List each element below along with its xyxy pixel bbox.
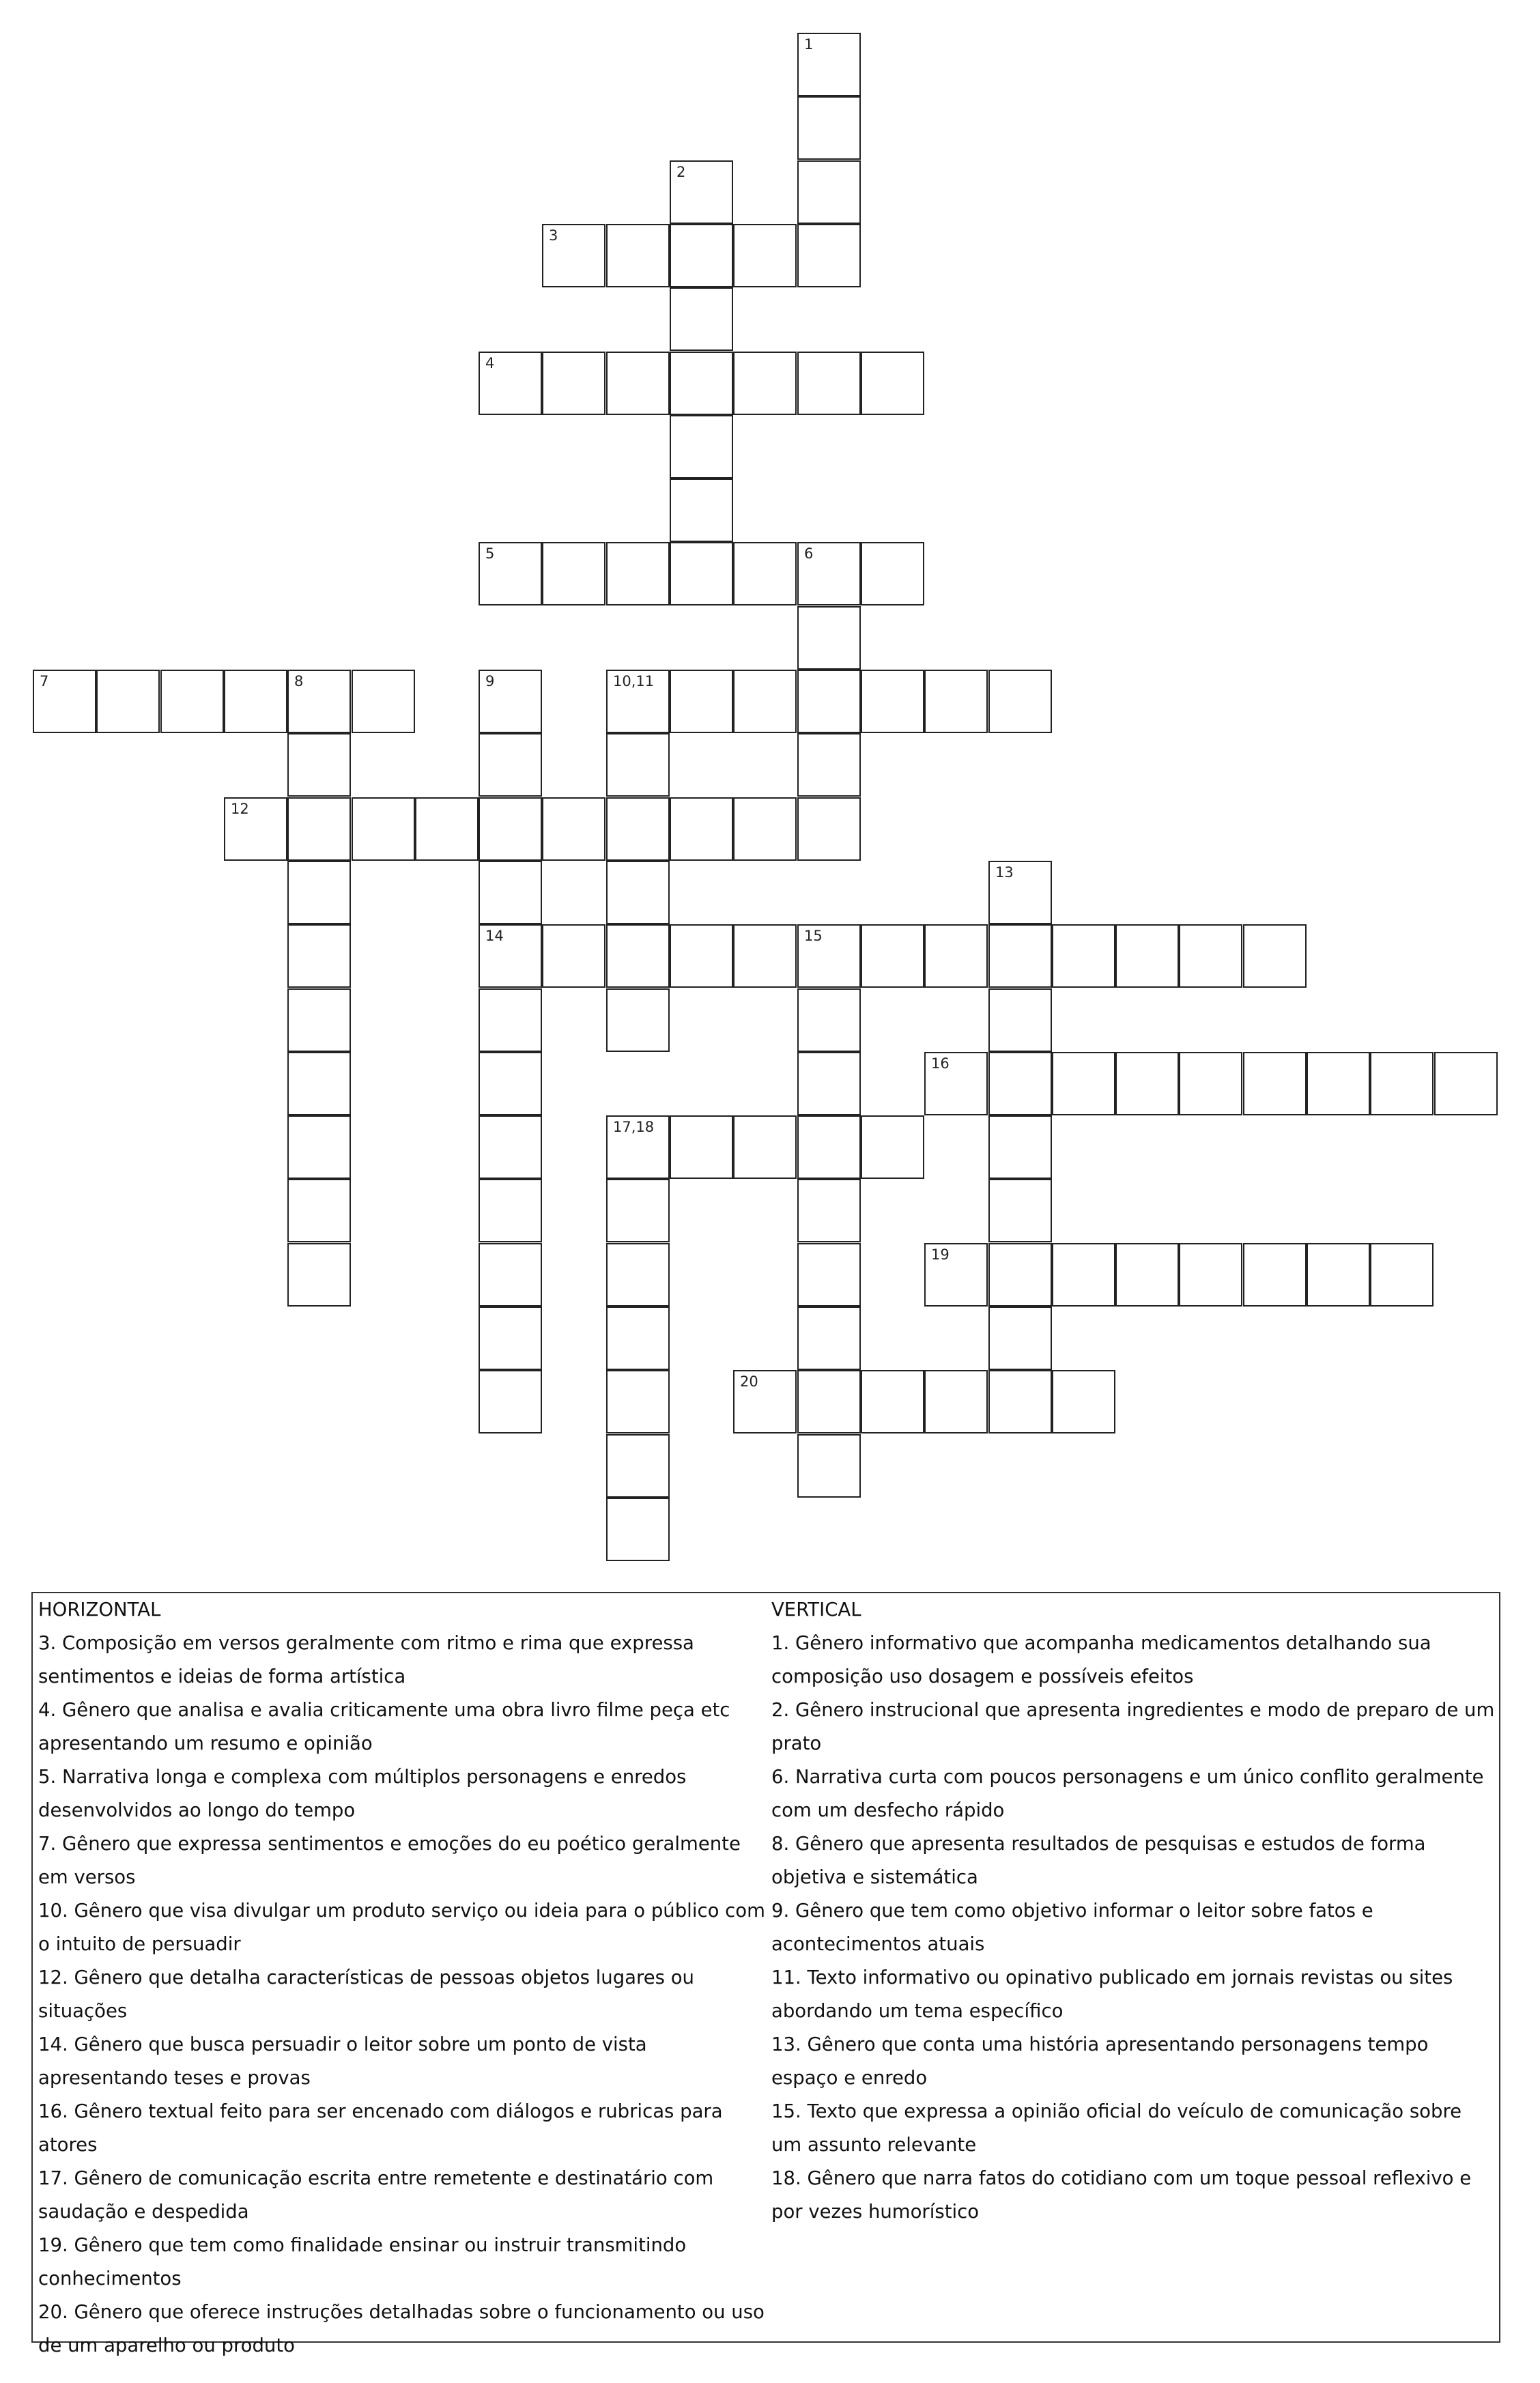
- grid-cell[interactable]: [606, 924, 670, 988]
- grid-cell[interactable]: [1179, 1052, 1242, 1115]
- grid-cell[interactable]: [1052, 924, 1115, 988]
- horizontal-title: HORIZONTAL: [38, 1599, 161, 1621]
- grid-cell-numbered[interactable]: [733, 1370, 797, 1433]
- clue-number: 8: [294, 673, 304, 689]
- clue-number: 5: [485, 545, 495, 562]
- grid-cell[interactable]: [479, 797, 542, 861]
- grid-cell[interactable]: [797, 670, 861, 733]
- grid-cell[interactable]: [542, 924, 605, 988]
- grid-cell[interactable]: [861, 670, 924, 733]
- grid-cell[interactable]: [606, 542, 670, 605]
- clue-number: 4: [485, 355, 495, 371]
- clue-h-4: 4. Gênero que analisa e avalia criticamente uma obra livro filme peça etc apresentando um resumo e opinião: [38, 1699, 730, 1754]
- clue-number: 9: [485, 673, 495, 689]
- grid-cell[interactable]: [988, 1115, 1052, 1179]
- grid-cell[interactable]: [160, 670, 224, 733]
- grid-cell[interactable]: [287, 1243, 351, 1307]
- grid-cell-numbered[interactable]: [924, 1052, 988, 1115]
- grid-cell-numbered[interactable]: [479, 542, 542, 605]
- grid-cell[interactable]: [287, 924, 351, 988]
- clue-h-16: 16. Gênero textual feito para ser encenado com diálogos e rubricas para atores: [38, 2100, 723, 2156]
- grid-cell[interactable]: [733, 1115, 797, 1179]
- grid-cell[interactable]: [1115, 1052, 1179, 1115]
- grid-cell-numbered[interactable]: [670, 160, 733, 224]
- grid-cell[interactable]: [988, 1243, 1052, 1307]
- grid-cell[interactable]: [670, 352, 733, 415]
- horizontal-clues: [38, 1593, 775, 2363]
- grid-cell[interactable]: [1370, 1243, 1434, 1307]
- grid-cell[interactable]: [988, 924, 1052, 988]
- grid-cell[interactable]: [479, 1243, 542, 1307]
- grid-cell[interactable]: [861, 924, 924, 988]
- grid-cell[interactable]: [1307, 1052, 1370, 1115]
- clue-h-17: 17. Gênero de comunicação escrita entre remetente e destinatário com saudação e despedida: [38, 2167, 714, 2223]
- grid-cell[interactable]: [1179, 924, 1242, 988]
- grid-cell[interactable]: [1243, 924, 1307, 988]
- clue-number: 20: [740, 1373, 758, 1390]
- clue-number: 15: [804, 928, 823, 944]
- grid-cell[interactable]: [287, 797, 351, 861]
- grid-cell[interactable]: [479, 988, 542, 1052]
- grid-cell[interactable]: [606, 797, 670, 861]
- grid-cell[interactable]: [1370, 1052, 1434, 1115]
- grid-cell-numbered[interactable]: [797, 33, 861, 96]
- grid-cell[interactable]: [861, 352, 924, 415]
- grid-cell[interactable]: [287, 988, 351, 1052]
- grid-cell[interactable]: [606, 1434, 670, 1498]
- grid-cell[interactable]: [670, 924, 733, 988]
- grid-cell-numbered[interactable]: [479, 924, 542, 988]
- clue-number: 16: [931, 1055, 950, 1072]
- grid-cell[interactable]: [797, 797, 861, 861]
- grid-cell[interactable]: [479, 1179, 542, 1242]
- clue-number: 13: [995, 864, 1014, 881]
- grid-cell[interactable]: [287, 733, 351, 797]
- grid-cell[interactable]: [479, 1052, 542, 1115]
- grid-cell[interactable]: [733, 670, 797, 733]
- grid-cell[interactable]: [733, 797, 797, 861]
- grid-cell[interactable]: [415, 797, 479, 861]
- grid-cell[interactable]: [988, 988, 1052, 1052]
- grid-cell[interactable]: [924, 1370, 988, 1433]
- grid-cell[interactable]: [670, 287, 733, 351]
- grid-cell[interactable]: [479, 1115, 542, 1179]
- grid-cell[interactable]: [479, 1307, 542, 1370]
- clue-h-14: 14. Gênero que busca persuadir o leitor sobre um ponto de vista apresentando teses e provas: [38, 2034, 647, 2089]
- grid-cell[interactable]: [797, 1243, 861, 1307]
- clues-box: [31, 1592, 1500, 2356]
- grid-cell-numbered[interactable]: [287, 670, 351, 733]
- clue-v-1: 1. Gênero informativo que acompanha medicamentos detalhando sua composição uso dosagem e possíveis efeitos: [771, 1632, 1431, 1687]
- grid-cell[interactable]: [670, 797, 733, 861]
- clue-h-7: 7. Gênero que expressa sentimentos e emoções do eu poético geralmente em versos: [38, 1833, 741, 1888]
- grid-cell[interactable]: [924, 670, 988, 733]
- grid-cell[interactable]: [733, 542, 797, 605]
- grid-cell[interactable]: [733, 352, 797, 415]
- clue-number: 1: [804, 36, 814, 53]
- grid-cell[interactable]: [797, 988, 861, 1052]
- clue-h-12: 12. Gênero que detalha características de pessoas objetos lugares ou situações: [38, 1967, 694, 2022]
- grid-cell[interactable]: [479, 861, 542, 924]
- clue-h-3: 3. Composição em versos geralmente com ritmo e rima que expressa sentimentos e ideias de forma artística: [38, 1632, 694, 1687]
- grid-cell[interactable]: [797, 733, 861, 797]
- grid-cell[interactable]: [542, 352, 605, 415]
- clue-h-19: 19. Gênero que tem como finalidade ensinar ou instruir transmitindo conhecimentos: [38, 2234, 687, 2289]
- clue-number: 14: [485, 928, 504, 944]
- grid-cell[interactable]: [606, 733, 670, 797]
- grid-cell[interactable]: [1307, 1243, 1370, 1307]
- grid-cell[interactable]: [1179, 1243, 1242, 1307]
- grid-cell[interactable]: [670, 415, 733, 479]
- clue-h-20: 20. Gênero que oferece instruções detalhadas sobre o funcionamento ou uso de um aparelho ou produto: [38, 2301, 765, 2356]
- grid-cell[interactable]: [797, 606, 861, 670]
- grid-cell[interactable]: [606, 1498, 670, 1561]
- clue-v-11: 11. Texto informativo ou opinativo publicado em jornais revistas ou sites abordando um tema específico: [771, 1967, 1453, 2022]
- grid-cell[interactable]: [670, 670, 733, 733]
- grid-cell[interactable]: [287, 1179, 351, 1242]
- grid-cell[interactable]: [670, 224, 733, 287]
- grid-cell[interactable]: [1052, 1243, 1115, 1307]
- grid-cell[interactable]: [606, 861, 670, 924]
- grid-cell[interactable]: [924, 924, 988, 988]
- grid-cell[interactable]: [287, 861, 351, 924]
- grid-cell[interactable]: [287, 1115, 351, 1179]
- grid-cell[interactable]: [797, 1052, 861, 1115]
- grid-cell[interactable]: [606, 988, 670, 1052]
- clue-v-18: 18. Gênero que narra fatos do cotidiano com um toque pessoal reflexivo e por vezes humorístico: [771, 2167, 1472, 2223]
- grid-cell[interactable]: [861, 542, 924, 605]
- grid-cell[interactable]: [1052, 1370, 1115, 1433]
- grid-cell[interactable]: [606, 1307, 670, 1370]
- grid-cell[interactable]: [988, 1370, 1052, 1433]
- grid-cell[interactable]: [988, 670, 1052, 733]
- clue-v-15: 15. Texto que expressa a opinião oficial do veículo de comunicação sobre um assunto relevante: [771, 2100, 1462, 2156]
- grid-cell[interactable]: [479, 733, 542, 797]
- clue-h-5: 5. Narrativa longa e complexa com múltiplos personagens e enredos desenvolvidos ao longo do tempo: [38, 1766, 687, 1821]
- grid-cell[interactable]: [797, 224, 861, 287]
- grid-cell-numbered[interactable]: [606, 670, 670, 733]
- clue-h-10: 10. Gênero que visa divulgar um produto serviço ou ideia para o público com o intuito de persuadir: [38, 1900, 765, 1955]
- grid-cell[interactable]: [1243, 1052, 1307, 1115]
- clue-v-2: 2. Gênero instrucional que apresenta ingredientes e modo de preparo de um prato: [771, 1699, 1495, 1754]
- grid-cell[interactable]: [797, 1179, 861, 1242]
- grid-cell[interactable]: [797, 96, 861, 160]
- clue-number: 17,18: [613, 1119, 655, 1135]
- grid-cell-numbered[interactable]: [924, 1243, 988, 1307]
- clue-v-6: 6. Narrativa curta com poucos personagens e um único conflito geralmente com um desfecho rápido: [771, 1766, 1484, 1821]
- grid-cell[interactable]: [1052, 1052, 1115, 1115]
- grid-cell[interactable]: [670, 1115, 733, 1179]
- grid-cell-numbered[interactable]: [33, 670, 96, 733]
- clue-v-9: 9. Gênero que tem como objetivo informar o leitor sobre fatos e acontecimentos atuais: [771, 1900, 1373, 1955]
- grid-cell[interactable]: [606, 352, 670, 415]
- grid-cell[interactable]: [670, 542, 733, 605]
- clue-number: 10,11: [613, 673, 655, 689]
- grid-cell[interactable]: [96, 670, 160, 733]
- grid-cell[interactable]: [797, 1115, 861, 1179]
- grid-cell-numbered[interactable]: [797, 924, 861, 988]
- grid-cell[interactable]: [797, 160, 861, 224]
- grid-cell[interactable]: [861, 1370, 924, 1433]
- clue-number: 12: [231, 801, 249, 817]
- grid-cell[interactable]: [224, 670, 287, 733]
- grid-cell-numbered[interactable]: [479, 670, 542, 733]
- clue-number: 7: [40, 673, 49, 689]
- grid-cell[interactable]: [988, 1179, 1052, 1242]
- grid-cell[interactable]: [542, 542, 605, 605]
- grid-cell[interactable]: [861, 1115, 924, 1179]
- grid-cell[interactable]: [1243, 1243, 1307, 1307]
- grid-cell-numbered[interactable]: [606, 1115, 670, 1179]
- grid-cell-numbered[interactable]: [988, 861, 1052, 924]
- grid-cell[interactable]: [287, 1052, 351, 1115]
- grid-cell[interactable]: [1115, 924, 1179, 988]
- grid-cell[interactable]: [542, 797, 605, 861]
- grid-cell[interactable]: [606, 1370, 670, 1433]
- clue-number: 6: [804, 545, 814, 562]
- grid-cell[interactable]: [797, 352, 861, 415]
- clue-number: 19: [931, 1246, 950, 1263]
- grid-cell[interactable]: [670, 479, 733, 542]
- clue-number: 2: [676, 164, 686, 180]
- grid-cell[interactable]: [797, 1307, 861, 1370]
- grid-cell-numbered[interactable]: [224, 797, 287, 861]
- grid-cell[interactable]: [988, 1052, 1052, 1115]
- clue-v-8: 8. Gênero que apresenta resultados de pesquisas e estudos de forma objetiva e sistemática: [771, 1833, 1426, 1888]
- grid-cell[interactable]: [988, 1307, 1052, 1370]
- grid-cell[interactable]: [606, 1243, 670, 1307]
- grid-cell[interactable]: [1434, 1052, 1498, 1115]
- grid-cell[interactable]: [733, 924, 797, 988]
- vertical-clues: [771, 1593, 1498, 2229]
- grid-cell-numbered[interactable]: [542, 224, 605, 287]
- grid-cell[interactable]: [733, 224, 797, 287]
- grid-cell[interactable]: [797, 1370, 861, 1433]
- grid-cell[interactable]: [797, 1434, 861, 1498]
- clue-number: 3: [549, 227, 558, 244]
- grid-cell-numbered[interactable]: [479, 352, 542, 415]
- grid-cell[interactable]: [606, 224, 670, 287]
- grid-cell[interactable]: [479, 1370, 542, 1433]
- grid-cell[interactable]: [352, 797, 415, 861]
- grid-cell-numbered[interactable]: [797, 542, 861, 605]
- grid-cell[interactable]: [352, 670, 415, 733]
- clue-v-13: 13. Gênero que conta uma história apresentando personagens tempo espaço e enredo: [771, 2034, 1429, 2089]
- grid-cell[interactable]: [606, 1179, 670, 1242]
- vertical-title: VERTICAL: [771, 1599, 861, 1621]
- grid-cell[interactable]: [1115, 1243, 1179, 1307]
